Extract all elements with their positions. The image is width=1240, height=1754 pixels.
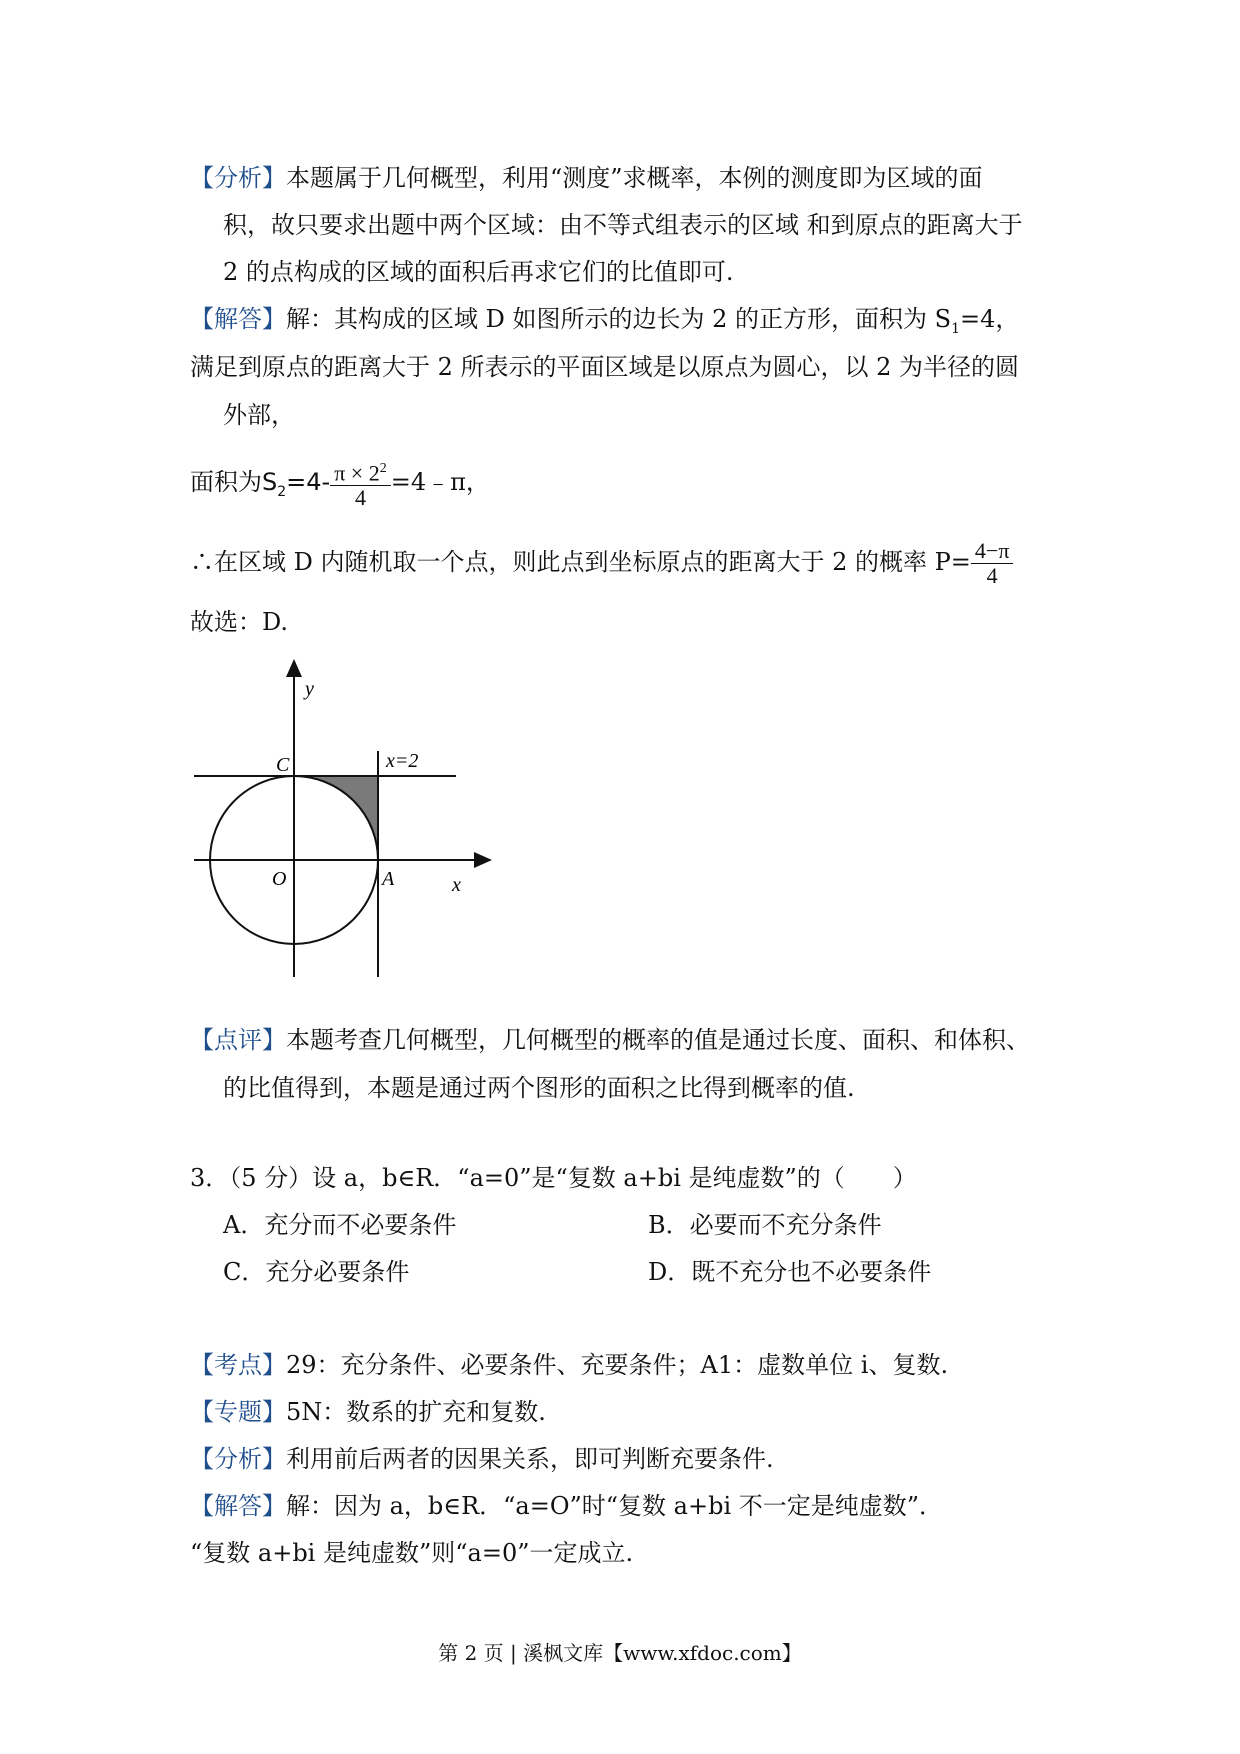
option-a: A．充分而不必要条件 (223, 1211, 457, 1239)
answer-text-1: 解：其构成的区域 D 如图所示的边长为 2 的正方形，面积为 S (286, 305, 952, 333)
answer-3-tag: 【解答】 (190, 1492, 286, 1520)
review-text-1: 本题考查几何概型，几何概型的概率的值是通过长度、面积、和体积、 (286, 1026, 1030, 1054)
review-text-2: 的比值得到，本题是通过两个图形的面积之比得到概率的值. (223, 1074, 855, 1102)
point-o-label: O (272, 868, 287, 890)
probability-fraction (971, 539, 1014, 588)
analysis-text-1: 本题属于几何概型，利用“测度”求概率，本例的测度即为区域的面 (286, 164, 983, 192)
probability-text: ∴在区域 D 内随机取一个点，则此点到坐标原点的距离大于 2 的概率 P= (190, 548, 971, 576)
area-formula-line (190, 457, 490, 517)
page-footer: 第 2 页 | 溪枫文库【www.xfdoc.com】 (438, 1641, 802, 1665)
answer-text-2: 满足到原点的距离大于 2 所表示的平面区域是以原点为圆心，以 2 为半径的圆 (190, 353, 1020, 381)
zhuanti-tag: 【专题】 (190, 1398, 286, 1426)
analysis-3-line (190, 1444, 774, 1474)
probability-denominator: 4 (986, 563, 998, 588)
answer-text-3: 外部， (223, 401, 295, 429)
answer-sub-1: 1 (951, 320, 961, 337)
choice-line: 故选：D. (190, 608, 289, 636)
y-axis-label: y (305, 678, 314, 700)
area-eq: =4- (286, 468, 331, 497)
zhuanti-line (190, 1397, 546, 1427)
point-c-label: C (276, 754, 290, 776)
question-3-stem: 3．（5 分）设 a，b∈R．“a=0”是“复数 a+bi 是纯虚数”的（ ） (190, 1164, 917, 1192)
area-denominator: 4 (354, 485, 366, 511)
shaded-region (294, 776, 378, 860)
analysis-3-tag: 【分析】 (190, 1445, 286, 1473)
x-axis-label: x (452, 874, 461, 896)
kaodian-text: 29：充分条件、必要条件、充要条件；A1：虚数单位 i、复数. (286, 1351, 949, 1379)
answer-3-text-2: “复数 a+bi 是纯虚数”则“a=0”一定成立. (190, 1539, 634, 1567)
answer-text-1b: =4， (960, 305, 1020, 333)
area-fraction (330, 457, 391, 510)
area-label: 面积为 (190, 468, 262, 497)
analysis-text-2: 积，故只要求出题中两个区域：由不等式组表示的区域 和到原点的距离大于 (223, 211, 1023, 239)
area-sub: 2 (277, 483, 287, 500)
geometry-figure (190, 655, 510, 985)
answer-3-text-1: 解：因为 a，b∈R．“a=O”时“复数 a+bi 不一定是纯虚数”． (286, 1492, 944, 1520)
option-c: C．充分必要条件 (223, 1258, 410, 1286)
option-d: D．既不充分也不必要条件 (648, 1258, 932, 1286)
analysis-line-1 (190, 163, 983, 193)
option-b: B．必要而不充分条件 (648, 1211, 882, 1239)
answer-3-line-1 (190, 1491, 943, 1521)
analysis-tag: 【分析】 (190, 164, 286, 192)
area-result: =4﹣π， (390, 468, 490, 497)
x-equals-2-label: x=2 (386, 750, 419, 772)
analysis-text-3: 2 的点构成的区域的面积后再求它们的比值即可. (223, 258, 734, 286)
answer-line-1 (190, 304, 1019, 344)
analysis-3-text: 利用前后两者的因果关系，即可判断充要条件. (286, 1445, 774, 1473)
area-numerator: π × 2 (334, 460, 380, 486)
probability-numerator: 4−π (971, 539, 1014, 564)
kaodian-tag: 【考点】 (190, 1351, 286, 1379)
zhuanti-text: 5N：数系的扩充和复数. (286, 1398, 546, 1426)
area-s: S (262, 468, 278, 497)
probability-line (190, 537, 1013, 588)
kaodian-line (190, 1350, 948, 1380)
answer-tag: 【解答】 (190, 305, 286, 333)
review-tag: 【点评】 (190, 1026, 286, 1054)
point-a-label: A (382, 868, 395, 890)
review-line-1 (190, 1025, 1030, 1055)
area-numerator-sup: 2 (379, 461, 387, 476)
